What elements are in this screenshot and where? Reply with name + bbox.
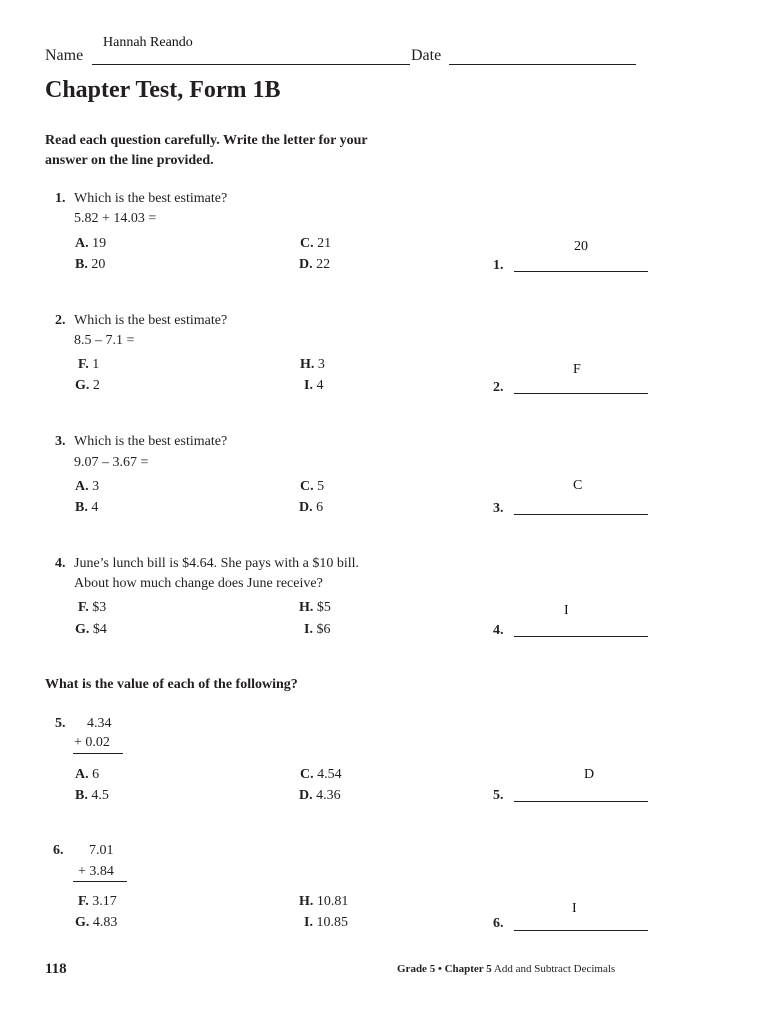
question-5-number: 5. [55,716,66,731]
instructions-line-1: Read each question carefully. Write the letter for your [45,133,368,148]
section-2-heading: What is the value of each of the following? [45,677,298,692]
footer-course-info: Grade 5 • Chapter 5 Add and Subtract Decimals [397,963,616,975]
question-3-expression: 9.07 – 3.67 = [74,455,149,470]
answer-5-number: 5. [493,788,504,803]
question-1-option-d: D. 22 [299,257,331,272]
question-2-option-i: I. 4 [304,378,324,393]
question-3-option-d: D. 6 [299,500,324,515]
answer-1-handwritten: 20 [574,239,588,254]
question-4-option-i: I. $6 [304,622,331,637]
answer-5-line[interactable] [514,801,648,802]
instructions-line-2: answer on the line provided. [45,153,214,168]
question-6-option-i: I. 10.85 [304,915,348,930]
question-4-text-2: About how much change does June receive? [74,576,323,591]
question-5-option-d: D. 4.36 [299,788,341,803]
question-1-expression: 5.82 + 14.03 = [74,211,157,226]
question-1-text: Which is the best estimate? [74,191,228,206]
question-5-option-b: B. 4.5 [75,788,109,803]
question-6-top-number: 7.01 [89,843,114,858]
question-3-text: Which is the best estimate? [74,434,228,449]
question-6-sum-line [73,881,127,882]
question-5-top-number: 4.34 [87,716,112,731]
answer-2-handwritten: F [573,362,581,377]
question-1-option-c: C. 21 [300,236,332,251]
answer-4-handwritten: I [564,603,569,618]
page-number: 118 [45,961,67,977]
answer-2-number: 2. [493,380,504,395]
question-6-addend: + 3.84 [78,864,114,879]
answer-6-handwritten: I [572,901,577,916]
question-4-option-f: F. $3 [78,600,107,615]
question-5-option-a: A. 6 [75,767,100,782]
question-3-number: 3. [55,434,66,449]
question-5-option-c: C. 4.54 [300,767,342,782]
question-5-addend: + 0.02 [74,735,110,750]
date-label: Date [411,47,442,64]
question-1-option-b: B. 20 [75,257,106,272]
answer-3-handwritten: C [573,478,583,493]
question-6-option-h: H. 10.81 [299,894,349,909]
answer-1-line[interactable] [514,271,648,272]
question-2-number: 2. [55,313,66,328]
question-4-number: 4. [55,556,66,571]
question-6-option-f: F. 3.17 [78,894,117,909]
answer-4-line[interactable] [514,636,648,637]
answer-6-number: 6. [493,916,504,931]
date-line[interactable] [449,64,636,65]
question-3-option-b: B. 4 [75,500,99,515]
question-2-option-g: G. 2 [75,378,100,393]
question-4-option-g: G. $4 [75,622,107,637]
question-2-text: Which is the best estimate? [74,313,228,328]
question-4-option-h: H. $5 [299,600,331,615]
answer-3-line[interactable] [514,514,648,515]
name-line[interactable] [92,64,410,65]
answer-2-line[interactable] [514,393,648,394]
question-5-sum-line [73,753,123,754]
answer-5-handwritten: D [584,767,595,782]
answer-4-number: 4. [493,623,504,638]
answer-1-number: 1. [493,258,504,273]
question-2-expression: 8.5 – 7.1 = [74,333,135,348]
question-6-number: 6. [53,843,64,858]
question-2-option-h: H. 3 [300,357,325,372]
answer-3-number: 3. [493,501,504,516]
question-2-option-f: F. 1 [78,357,100,372]
question-3-option-c: C. 5 [300,479,325,494]
question-1-number: 1. [55,191,66,206]
question-1-option-a: A. 19 [75,236,107,251]
student-name: Hannah Reando [103,35,193,50]
question-4-text: June’s lunch bill is $4.64. She pays with a $10 bill. [74,556,360,571]
question-3-option-a: A. 3 [75,479,100,494]
name-label: Name [45,47,84,64]
page-title: Chapter Test, Form 1B [45,77,281,103]
answer-6-line[interactable] [514,930,648,931]
question-6-option-g: G. 4.83 [75,915,118,930]
